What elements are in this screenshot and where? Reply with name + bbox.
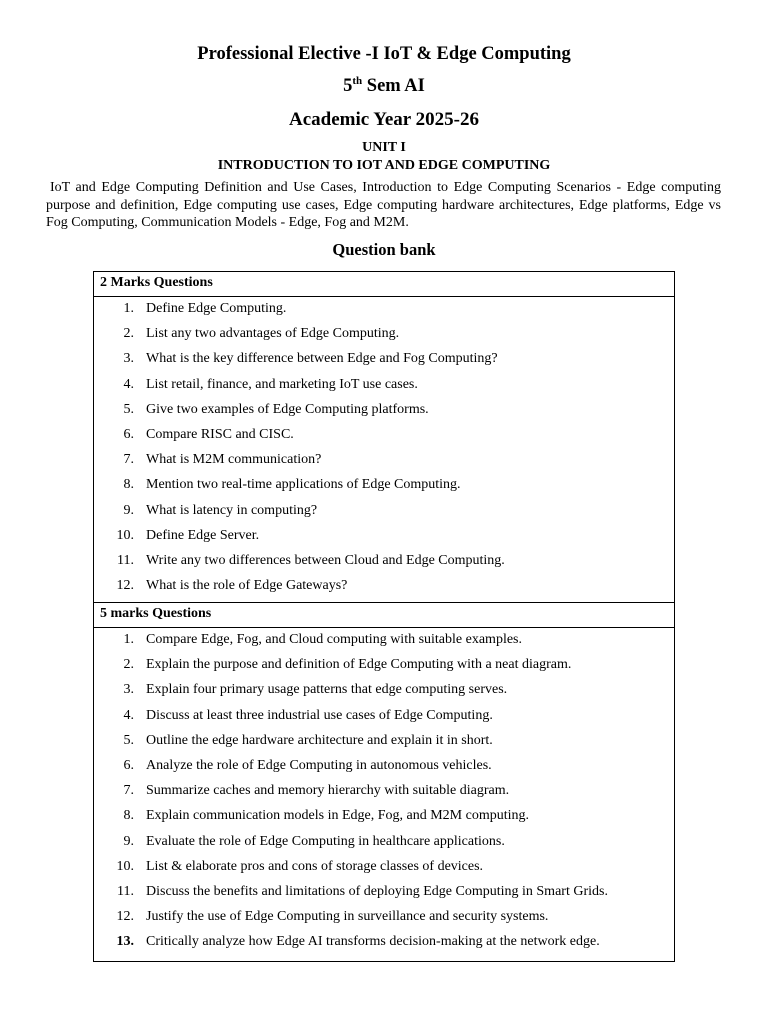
- semester-number: 5: [343, 76, 353, 96]
- question-item: [94, 631, 674, 656]
- question-number: 11.: [117, 552, 134, 568]
- question-number: 3.: [123, 351, 134, 367]
- question-number: 12.: [116, 578, 134, 594]
- question-text: What is the role of Edge Gateways?: [146, 578, 348, 594]
- question-item: [94, 707, 674, 732]
- question-text: What is M2M communication?: [146, 452, 322, 468]
- question-number: 6.: [123, 757, 134, 773]
- question-number: 10.: [116, 858, 134, 874]
- question-text: Analyze the role of Edge Computing in autonomous vehicles.: [146, 757, 492, 773]
- question-item: [94, 933, 674, 958]
- question-number: 9.: [123, 502, 134, 518]
- question-number: 2.: [123, 657, 134, 673]
- question-number: 6.: [123, 426, 134, 442]
- question-item: [94, 782, 674, 807]
- question-text: Critically analyze how Edge AI transforms decision-making at the network edge.: [146, 934, 600, 950]
- question-text: Mention two real-time applications of Edge Computing.: [146, 477, 461, 493]
- question-item: [94, 883, 674, 908]
- question-text: Justify the use of Edge Computing in surveillance and security systems.: [146, 909, 549, 925]
- question-text: What is latency in computing?: [146, 502, 318, 518]
- question-text: List & elaborate pros and cons of storage classes of devices.: [146, 858, 484, 874]
- question-item: [94, 476, 674, 501]
- question-item: [94, 757, 674, 782]
- question-text: List retail, finance, and marketing IoT use cases.: [146, 376, 418, 392]
- question-number: 7.: [123, 783, 134, 799]
- question-number: 12.: [116, 909, 134, 925]
- question-table: [93, 271, 675, 962]
- question-number: 13.: [116, 934, 134, 950]
- question-number: 1.: [123, 301, 134, 316]
- section-5-marks-questions: [94, 631, 674, 961]
- question-number: 5.: [123, 732, 134, 748]
- question-number: 4.: [123, 707, 134, 723]
- question-text: Explain communication models in Edge, Fog, and M2M computing.: [146, 808, 530, 824]
- syllabus-paragraph: IoT and Edge Computing Definition and Use Cases, Introduction to Edge Computing Scenarios - Edge computing purpose and definition, Edge computing use cases, Edge computing hardware architectures, Edge platforms, Edge vs Fog Computing, Communication Models - Edge, Fog and M2M.: [46, 180, 721, 230]
- question-text: Outline the edge hardware architecture and explain it in short.: [146, 732, 493, 748]
- academic-year: Academic Year 2025-26: [289, 109, 479, 130]
- question-item: [94, 858, 674, 883]
- question-number: 4.: [123, 376, 134, 392]
- question-text: Define Edge Computing.: [146, 301, 287, 316]
- question-bank-title: Question bank: [332, 240, 436, 259]
- question-text: Discuss the benefits and limitations of deploying Edge Computing in Smart Grids.: [146, 883, 608, 899]
- question-text: Compare RISC and CISC.: [146, 426, 294, 442]
- question-item: [94, 325, 674, 350]
- question-number: 8.: [123, 808, 134, 824]
- question-item: [94, 376, 674, 401]
- question-item: [94, 681, 674, 706]
- question-text: Define Edge Server.: [146, 527, 260, 543]
- question-number: 9.: [123, 833, 134, 849]
- question-text: Summarize caches and memory hierarchy with suitable diagram.: [146, 783, 510, 799]
- question-number: 3.: [123, 682, 134, 698]
- section-heading-5-marks: 5 marks Questions: [94, 603, 674, 628]
- question-item: [94, 401, 674, 426]
- question-number: 1.: [123, 632, 134, 647]
- question-item: [94, 527, 674, 552]
- question-number: 11.: [117, 883, 134, 899]
- question-item: [94, 732, 674, 757]
- question-number: 2.: [123, 326, 134, 342]
- question-text: List any two advantages of Edge Computing.: [146, 326, 400, 342]
- question-number: 10.: [116, 527, 134, 543]
- question-item: [94, 908, 674, 933]
- question-text: Write any two differences between Cloud and Edge Computing.: [146, 552, 505, 568]
- semester-suffix: th: [352, 75, 363, 87]
- question-item: [94, 833, 674, 858]
- unit-title: INTRODUCTION TO IOT AND EDGE COMPUTING: [217, 158, 551, 173]
- unit-label: UNIT I: [362, 140, 406, 155]
- question-item: [94, 577, 674, 602]
- question-item: [94, 451, 674, 476]
- semester-line: [0, 76, 768, 97]
- question-text: Compare Edge, Fog, and Cloud computing with suitable examples.: [146, 632, 522, 647]
- semester-rest: Sem AI: [362, 76, 425, 96]
- section-2-marks-questions: [94, 300, 674, 603]
- question-item: [94, 552, 674, 577]
- question-item: [94, 656, 674, 681]
- document-title: Professional Elective -I IoT & Edge Computing: [197, 44, 571, 64]
- question-text: Explain the purpose and definition of Edge Computing with a neat diagram.: [146, 657, 572, 673]
- section-heading-2-marks: 2 Marks Questions: [94, 272, 674, 297]
- question-text: Explain four primary usage patterns that edge computing serves.: [146, 682, 508, 698]
- question-text: What is the key difference between Edge and Fog Computing?: [146, 351, 498, 367]
- question-item: [94, 300, 674, 325]
- question-item: [94, 807, 674, 832]
- question-text: Evaluate the role of Edge Computing in healthcare applications.: [146, 833, 505, 849]
- question-number: 5.: [123, 401, 134, 417]
- question-item: [94, 350, 674, 375]
- question-item: [94, 502, 674, 527]
- question-number: 7.: [123, 452, 134, 468]
- question-item: [94, 426, 674, 451]
- question-number: 8.: [123, 477, 134, 493]
- question-text: Give two examples of Edge Computing platforms.: [146, 401, 429, 417]
- question-text: Discuss at least three industrial use cases of Edge Computing.: [146, 707, 493, 723]
